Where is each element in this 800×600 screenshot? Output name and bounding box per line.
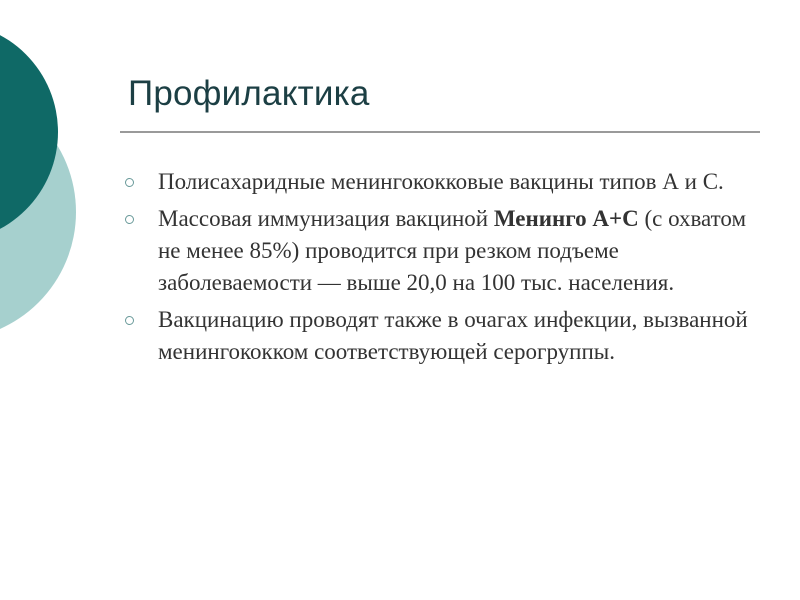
vaccine-name: Менинго А+С xyxy=(493,206,639,231)
bullet-item xyxy=(118,304,758,368)
title-divider xyxy=(120,131,760,133)
circle-bullet-icon xyxy=(125,178,134,187)
bullet-text-pre: Массовая иммунизация вакциной xyxy=(158,206,494,231)
bullet-text: Полисахаридные менингококковые вакцины типов А и С. xyxy=(158,169,724,194)
bullet-text-post: (с охватом не менее 85%) проводится при резком подъеме заболеваемости — выше 20,0 на 100 тыс. населения. xyxy=(158,206,747,295)
bullet-item xyxy=(118,166,758,198)
light-teal-circle xyxy=(0,84,76,340)
circle-bullet-icon xyxy=(125,215,134,224)
dark-teal-circle xyxy=(0,22,58,242)
slide-title: Профилактика xyxy=(128,74,370,113)
bullet-item xyxy=(118,203,758,299)
circle-bullet-icon xyxy=(125,316,134,325)
bullet-text: Вакцинацию проводят также в очагах инфекции, вызванной менингококком соответствующей серогруппы. xyxy=(158,307,748,364)
bullet-list xyxy=(118,166,758,373)
